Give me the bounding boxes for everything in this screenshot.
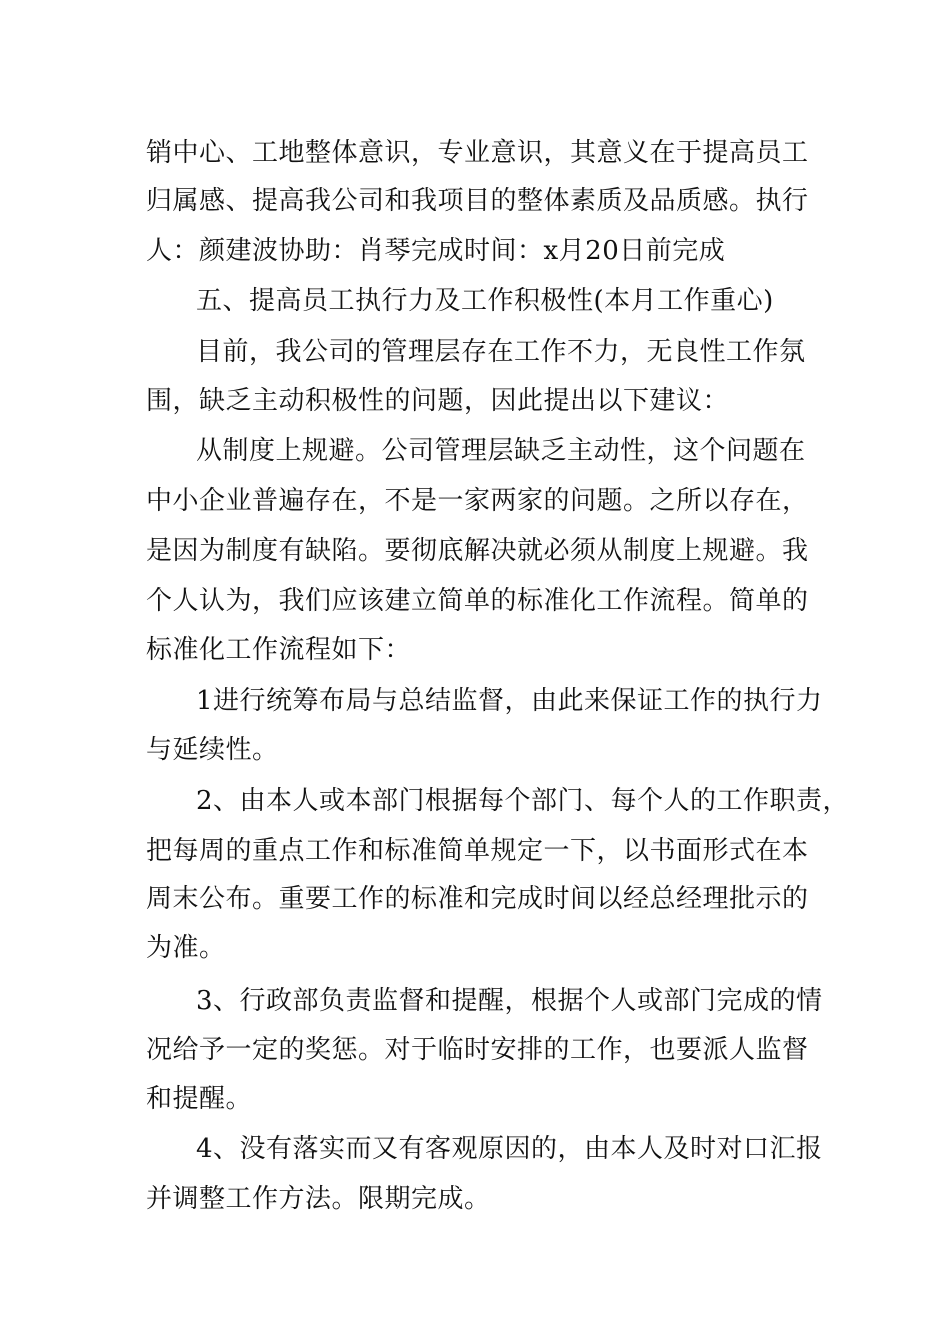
text-line: 从制度上规避。公司管理层缺乏主动性，这个问题在 — [196, 436, 806, 466]
text-line: 把每周的重点工作和标准简单规定一下，以书面形式在本 — [146, 836, 809, 866]
text-line: 标准化工作流程如下： — [146, 635, 412, 665]
section-heading: 五、提高员工执行力及工作积极性(本月工作重心) — [196, 286, 774, 316]
text-line: 中小企业普遍存在，不是一家两家的问题。之所以存在， — [146, 486, 809, 516]
list-item: 4、没有落实而又有客观原因的，由本人及时对口汇报 — [196, 1134, 823, 1164]
text-line: 个人认为，我们应该建立简单的标准化工作流程。简单的 — [146, 586, 809, 616]
text-line: 和提醒。 — [146, 1084, 253, 1114]
list-item: 2、由本人或本部门根据每个部门、每个人的工作职责， — [196, 786, 850, 816]
text-line: 人：颜建波协助：肖琴完成时间：x月20日前完成 — [146, 236, 726, 266]
list-item: 3、行政部负责监督和提醒，根据个人或部门完成的情 — [196, 986, 823, 1016]
text-line: 与延续性。 — [146, 735, 279, 765]
text-line: 况给予一定的奖惩。对于临时安排的工作，也要派人监督 — [146, 1035, 809, 1065]
text-line: 是因为制度有缺陷。要彻底解决就必须从制度上规避。我 — [146, 536, 809, 566]
text-line: 目前，我公司的管理层存在工作不力，无良性工作氛 — [196, 337, 806, 367]
text-line: 销中心、工地整体意识，专业意识，其意义在于提高员工 — [146, 138, 809, 168]
text-line: 并调整工作方法。限期完成。 — [146, 1184, 491, 1214]
list-item: 1进行统筹布局与总结监督，由此来保证工作的执行力 — [196, 686, 823, 716]
text-line: 为准。 — [146, 933, 226, 963]
text-line: 归属感、提高我公司和我项目的整体素质及品质感。执行 — [146, 186, 809, 216]
text-line: 围，缺乏主动积极性的问题，因此提出以下建议： — [146, 386, 730, 416]
text-line: 周末公布。重要工作的标准和完成时间以经总经理批示的 — [146, 884, 809, 914]
